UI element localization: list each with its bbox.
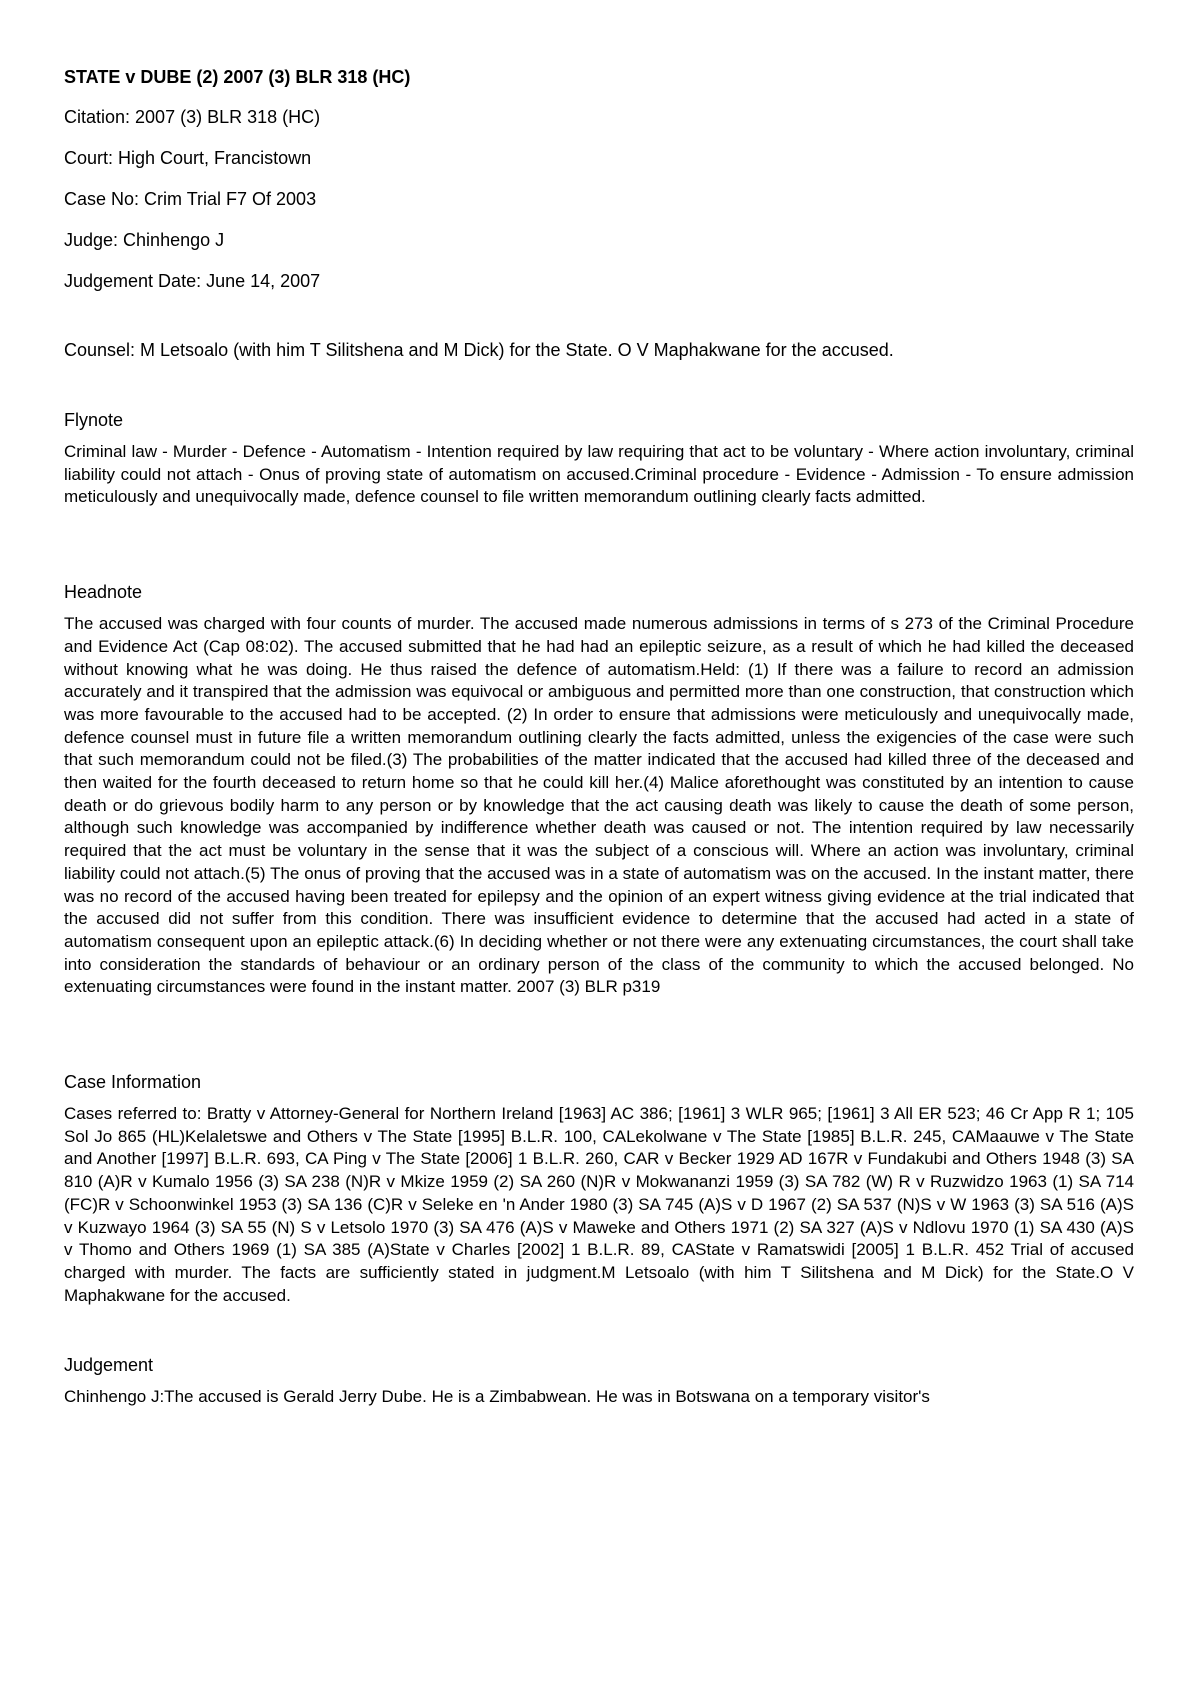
flynote-text: Criminal law - Murder - Defence - Automatism - Intention required by law requiring that act to be voluntary - Where action involuntary, criminal liability could not attach - Onus of proving state of automatism on accused.Criminal procedure - Evidence - Admission - To ensure admission meticulously and unequivocally made, defence counsel to file written memorandum outlining clearly facts admitted. [64,442,1134,507]
case-title: STATE v DUBE (2) 2007 (3) BLR 318 (HC) [64,67,411,87]
court: Court: High Court, Francistown [64,148,312,168]
judge: Judge: Chinhengo J [64,230,225,250]
judgement-heading: Judgement [64,1355,154,1376]
citation: Citation: 2007 (3) BLR 318 (HC) [64,107,321,127]
flynote-heading: Flynote [64,410,124,430]
counsel: Counsel: M Letsoalo (with him T Silitshena and M Dick) for the State. O V Maphakwane for the accused. [64,340,894,360]
flynote-section [64,409,1134,509]
judgement-text: Chinhengo J:The accused is Gerald Jerry Dube. He is a Zimbabwean. He was in Botswana on a temporary visitor's [64,1387,930,1407]
case-information-section [64,1071,1134,1307]
case-number: Case No: Crim Trial F7 Of 2003 [64,189,317,209]
judgement-date: Judgement Date: June 14, 2007 [64,271,321,291]
headnote-section [64,581,1134,999]
judgement-section [64,1354,1134,1409]
headnote-text: The accused was charged with four counts of murder. The accused made numerous admissions in terms of s 273 of the Criminal Procedure and Evidence Act (Cap 08:02). The accused submitted that he had had an epileptic seizure, as a result of which he had killed the deceased without knowing what he was doing. He thus raised the defence of automatism.Held: (1) If there was a failure to record an admission accurately and it transpired that the admission was equivocal or ambiguous and permitted more than one construction, that construction which was more favourable to the accused had to be accepted. (2) In order to ensure that admissions were meticulously and unequivocally made, defence counsel must in future file a written memorandum outlining clearly the facts admitted, unless the exigencies of the case were such that such memorandum could not be filed.(3) The probabilities of the matter indicated that the accused had killed three of the deceased and then waited for the fourth deceased to return home so that he could kill her.(4) Malice aforethought was constituted by an intention to cause death or do grievous bodily harm to any person or by knowledge that the act causing death was likely to cause the death of some person, although such knowledge was accompanied by indifference whether death was caused or not. The intention required by law necessarily required that the act must be voluntary in the sense that it was the subject of a conscious will. Where an action was involuntary, criminal liability could not attach.(5) The onus of proving that the accused was in a state of automatism was on the accused. In the instant matter, there was no record of the accused having been treated for epilepsy and the opinion of an expert witness giving evidence at the trial indicated that the accused did not suffer from this condition. There was insufficient evidence to determine that the accused had acted in a state of automatism consequent upon an epileptic attack.(6) In deciding whether or not there were any extenuating circumstances, the court shall take into consideration the standards of behaviour or an ordinary person of the class of the community to which the accused belonged. No extenuating circumstances were found in the instant matter. 2007 (3) BLR p319 [64,614,1134,997]
headnote-heading: Headnote [64,582,143,603]
case-information-text: Cases referred to: Bratty v Attorney-General for Northern Ireland [1963] AC 386; [1961] 3 WLR 965; [1961] 3 All ER 523; 46 Cr App R 1; 105 Sol Jo 865 (HL)Kelaletswe and Others v The State [1995] B.L.R. 100, CALekolwane v The State [1985] B.L.R. 245, CAMaauwe v The State and Another [1997] B.L.R. 693, CA Ping v The State [2006] 1 B.L.R. 260, CAR v Becker 1929 AD 167R v Fundakubi and Others 1948 (3) SA 810 (A)R v Kumalo 1956 (3) SA 238 (N)R v Mkize 1959 (2) SA 260 (N)R v Mokwananzi 1959 (3) SA 782 (W) R v Ruzwidzo 1963 (1) SA 714 (FC)R v Schoonwinkel 1953 (3) SA 136 (C)R v Seleke en 'n Ander 1980 (3) SA 745 (A)S v D 1967 (2) SA 537 (N)S v W 1963 (3) SA 516 (A)S v Kuzwayo 1964 (3) SA 55 (N) S v Letsolo 1970 (3) SA 476 (A)S v Maweke and Others 1971 (2) SA 327 (A)S v Ndlovu 1970 (1) SA 430 (A)S v Thomo and Others 1969 (1) SA 385 (A)State v Charles [2002] 1 B.L.R. 89, CAState v Ramatswidi [2005] 1 B.L.R. 452 Trial of accused charged with murder. The facts are sufficiently stated in judgment.M Letsoalo (with him T Silitshena and M Dick) for the State.O V Maphakwane for the accused. [64,1104,1134,1305]
case-information-heading: Case Information [64,1072,202,1093]
